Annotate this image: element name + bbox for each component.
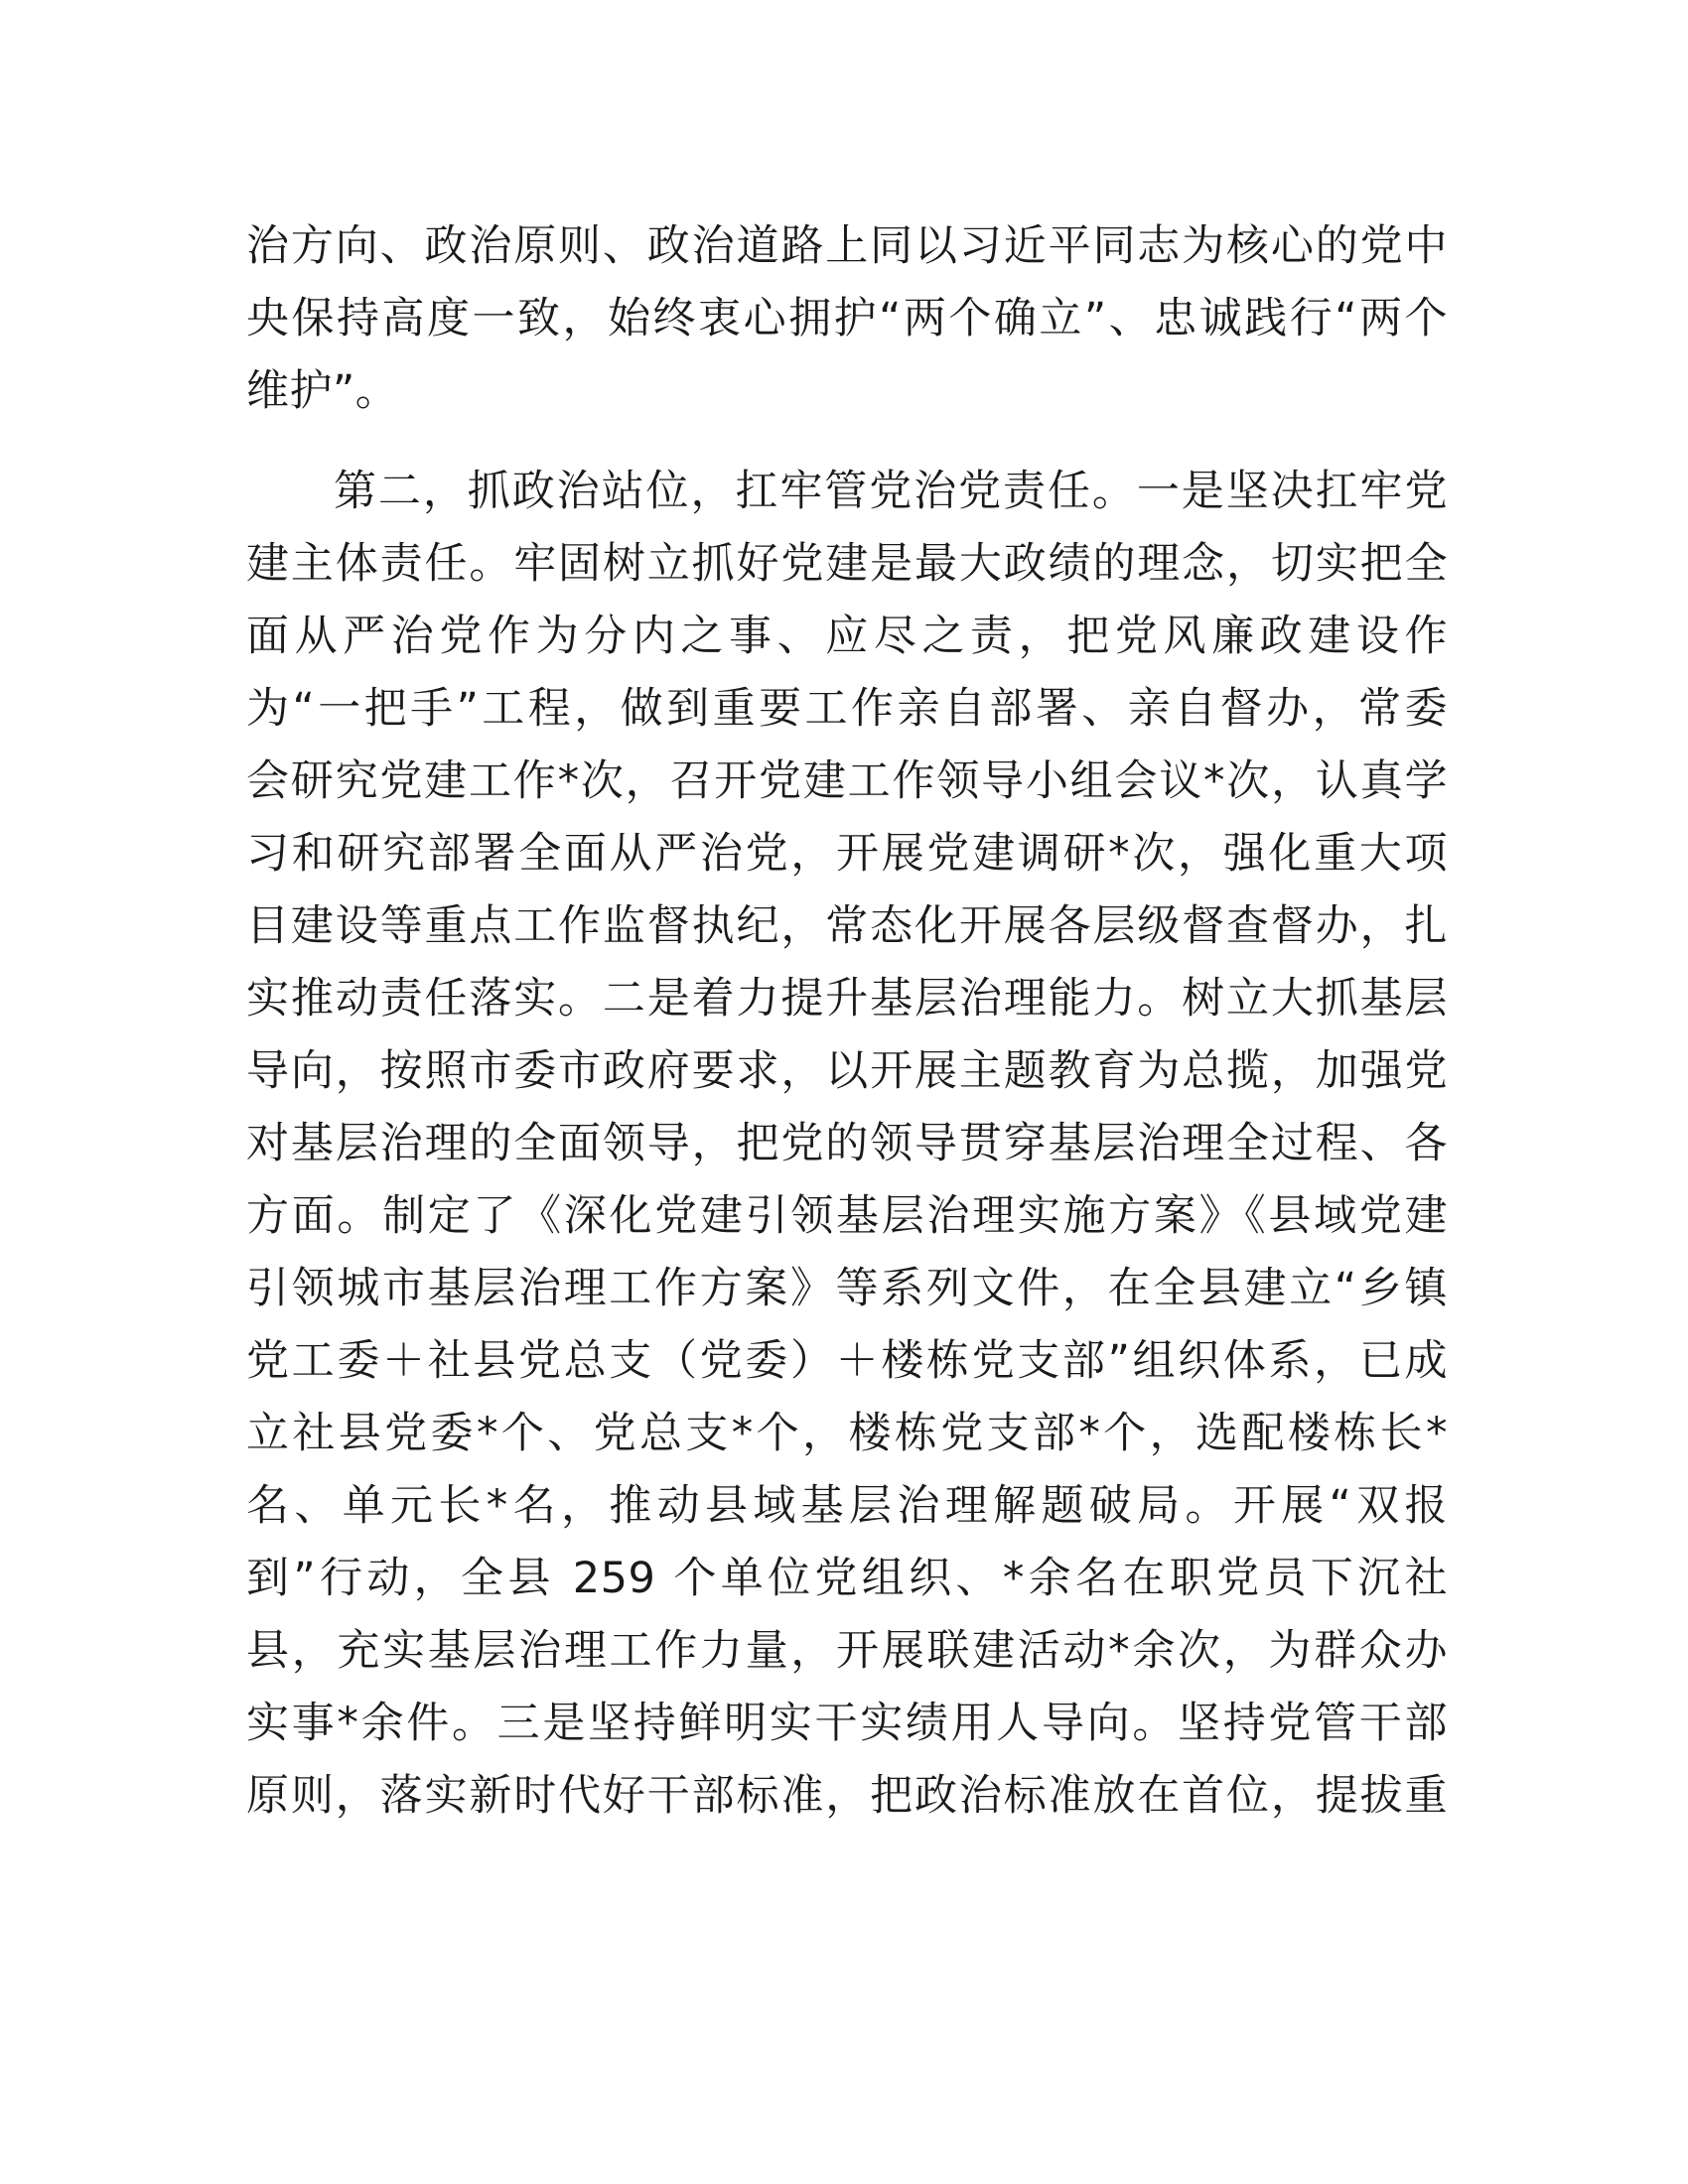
text-line: 习和研究部署全面从严治党，开展党建调研*次，强化重大项 xyxy=(246,829,1448,879)
text-line: 导向，按照市委市政府要求，以开展主题教育为总揽，加强党 xyxy=(246,1046,1448,1096)
text-line: 引领城市基层治理工作方案》等系列文件，在全县建立“乡镇 xyxy=(246,1264,1448,1313)
text-line: 治方向、政治原则、政治道路上同以习近平同志为核心的党中 xyxy=(246,221,1448,271)
text-line: 到”行动，全县 259 个单位党组织、*余名在职党员下沉社 xyxy=(246,1554,1448,1603)
text-line: 会研究党建工作*次，召开党建工作领导小组会议*次，认真学 xyxy=(246,756,1448,806)
paragraph-2 xyxy=(246,456,1448,1833)
text-line: 实推动责任落实。二是着力提升基层治理能力。树立大抓基层 xyxy=(246,974,1448,1024)
document-body xyxy=(246,210,1448,1833)
text-line: 名、单元长*名，推动县域基层治理解题破局。开展“双报 xyxy=(246,1481,1448,1531)
text-line: 面从严治党作为分内之事、应尽之责，把党风廉政建设作 xyxy=(246,612,1448,661)
text-line: 方面。制定了《深化党建引领基层治理实施方案》《县域党建 xyxy=(246,1191,1448,1241)
text-line: 维护”。 xyxy=(246,366,399,416)
text-line: 党工委＋社县党总支（党委）＋楼栋党支部”组织体系，已成 xyxy=(246,1336,1448,1386)
text-line: 为“一把手”工程，做到重要工作亲自部署、亲自督办，常委 xyxy=(246,684,1448,734)
text-line: 实事*余件。三是坚持鲜明实干实绩用人导向。坚持党管干部 xyxy=(246,1699,1448,1748)
text-line: 第二，抓政治站位，扛牢管党治党责任。一是坚决扛牢党 xyxy=(334,467,1448,516)
text-line: 央保持高度一致，始终衷心拥护“两个确立”、忠诚践行“两个 xyxy=(246,294,1448,343)
paragraph-1 xyxy=(246,210,1448,428)
text-line: 立社县党委*个、党总支*个，楼栋党支部*个，选配楼栋长* xyxy=(246,1409,1448,1458)
text-line: 对基层治理的全面领导，把党的领导贯穿基层治理全过程、各 xyxy=(246,1119,1448,1168)
text-line: 原则，落实新时代好干部标准，把政治标准放在首位，提拔重 xyxy=(246,1771,1448,1821)
text-line: 县，充实基层治理工作力量，开展联建活动*余次，为群众办 xyxy=(246,1626,1448,1676)
text-line: 目建设等重点工作监督执纪，常态化开展各层级督查督办，扎 xyxy=(246,901,1448,951)
paragraph-spacer xyxy=(246,428,1448,456)
text-line: 建主体责任。牢固树立抓好党建是最大政绩的理念，切实把全 xyxy=(246,539,1448,589)
